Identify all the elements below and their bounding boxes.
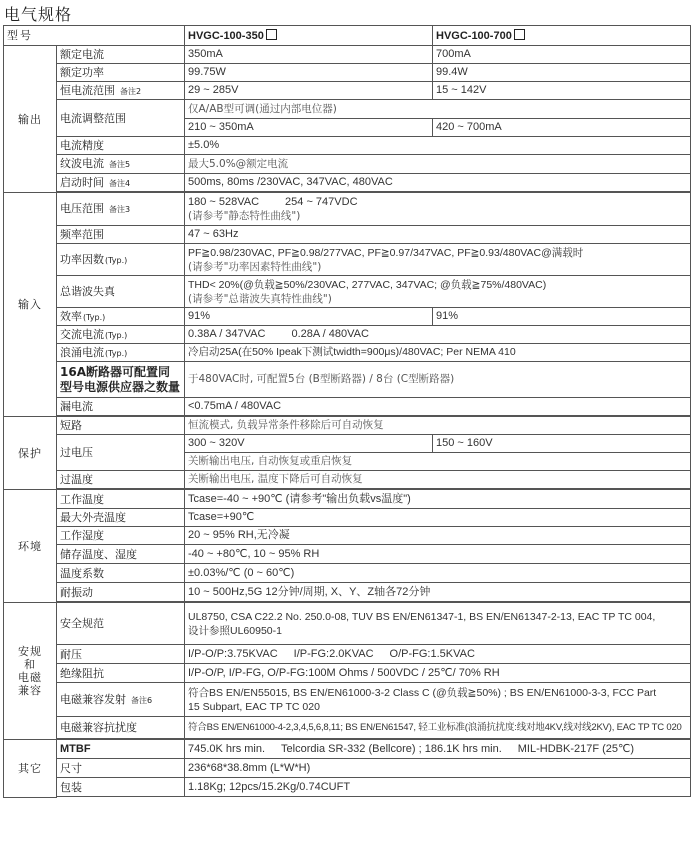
label-short: 短路 <box>57 417 185 435</box>
label-emc-immunity: 电磁兼容抗扰度 <box>57 717 185 739</box>
value-temp-coef: ±0.03%/℃ (0 ~ 60℃) <box>185 564 691 583</box>
section-env: 环境 <box>4 490 57 603</box>
value-mtbf: 745.0K hrs min. Telcordia SR-332 (Bellcore) ; 186.1K hrs min. MIL-HDBK-217F (25℃) <box>185 740 691 759</box>
table-row <box>4 308 691 326</box>
table-row <box>4 398 691 416</box>
note-badge: 备注2 <box>120 86 142 96</box>
value-storage: -40 ~ +80℃, 10 ~ 95% RH <box>185 545 691 564</box>
value-max-case: Tcase=+90℃ <box>185 509 691 527</box>
label-inrush: 浪涌电流(Typ.) <box>57 344 185 362</box>
table-row <box>4 100 691 119</box>
section-input: 输入 <box>4 193 57 417</box>
table-row <box>4 64 691 82</box>
note-badge: 备注6 <box>131 695 153 705</box>
value-accuracy: ±5.0% <box>185 137 691 155</box>
label-max-case: 最大外壳温度 <box>57 509 185 527</box>
table-row <box>4 583 691 602</box>
label-packing: 包装 <box>57 778 185 797</box>
checkbox-icon <box>514 29 525 40</box>
label-storage: 储存温度、湿度 <box>57 545 185 564</box>
label-mtbf: MTBF <box>57 740 185 759</box>
value-voltage: 180 ~ 528VAC 254 ~ 747VDC (请参考"静态特性曲线") <box>185 193 691 226</box>
section-safety: 安规 和 电磁 兼容 <box>4 603 57 740</box>
table-row <box>4 717 691 739</box>
table-row <box>4 344 691 362</box>
model-label: 型号 <box>4 26 185 46</box>
label-ripple: 纹波电流 备注5 <box>57 155 185 174</box>
table-row <box>4 471 691 489</box>
label-breaker: 16A断路器可配置同型号电源供应器之数量 <box>57 362 185 398</box>
label-rated-power: 额定功率 <box>57 64 185 82</box>
label-thd: 总谐波失真 <box>57 276 185 308</box>
label-isolation: 绝缘阻抗 <box>57 664 185 683</box>
table-row <box>4 683 691 717</box>
value-ov-350: 300 ~ 320V <box>185 435 433 453</box>
label-work-temp: 工作温度 <box>57 490 185 509</box>
label-ov: 过电压 <box>57 435 185 471</box>
section-output: 输出 <box>4 46 57 193</box>
label-temp-coef: 温度系数 <box>57 564 185 583</box>
table-row <box>4 326 691 344</box>
value-rated-power-350: 99.75W <box>185 64 433 82</box>
value-ov-700: 150 ~ 160V <box>433 435 691 453</box>
value-thd: THD< 20%(@负载≧50%/230VAC, 277VAC, 347VAC; @负载≧75%/480VAC) (请参考"总谐波失真特性曲线") <box>185 276 691 308</box>
label-vibration: 耐振动 <box>57 583 185 602</box>
table-row <box>4 362 691 398</box>
table-row <box>4 82 691 100</box>
table-row <box>4 527 691 545</box>
table-row <box>4 276 691 308</box>
table-row <box>4 137 691 155</box>
table-row <box>4 490 691 509</box>
table-row <box>4 564 691 583</box>
table-row <box>4 46 691 64</box>
value-isolation: I/P-O/P, I/P-FG, O/P-FG:100M Ohms / 500VDC / 25℃/ 70% RH <box>185 664 691 683</box>
table-row <box>4 226 691 244</box>
value-freq: 47 ~ 63Hz <box>185 226 691 244</box>
page-title: 电气规格 <box>4 5 73 24</box>
value-adj-range-note: 仅A/AB型可调(通过内部电位器) <box>185 100 691 119</box>
model-350: HVGC-100-350 <box>185 26 433 46</box>
value-leakage: <0.75mA / 480VAC <box>185 398 691 416</box>
note-badge: 备注5 <box>109 160 131 169</box>
value-adj-range-700: 420 ~ 700mA <box>433 119 691 137</box>
label-freq: 频率范围 <box>57 226 185 244</box>
header-row <box>4 26 691 46</box>
table-row <box>4 603 691 645</box>
label-ot: 过温度 <box>57 471 185 489</box>
table-row <box>4 244 691 276</box>
label-dimension: 尺寸 <box>57 759 185 778</box>
table-row <box>4 417 691 435</box>
value-work-temp: Tcase=-40 ~ +90℃ (请参考"输出负载vs温度") <box>185 490 691 509</box>
label-accuracy: 电流精度 <box>57 137 185 155</box>
table-row <box>4 193 691 226</box>
table-row <box>4 509 691 527</box>
table-row <box>4 645 691 664</box>
value-startup: 500ms, 80ms /230VAC, 347VAC, 480VAC <box>185 174 691 192</box>
value-dimension: 236*68*38.8mm (L*W*H) <box>185 759 691 778</box>
value-ov-action: 关断输出电压, 自动恢复或重启恢复 <box>185 453 691 471</box>
value-cc-range-350: 29 ~ 285V <box>185 82 433 100</box>
value-vibration: 10 ~ 500Hz,5G 12分钟/周期, X、Y、Z轴各72分钟 <box>185 583 691 602</box>
note-badge: 备注3 <box>109 205 131 214</box>
value-standards: UL8750, CSA C22.2 No. 250.0-08, TUV BS EN/EN61347-1, BS EN/EN61347-2-13, EAC TP TC 004, 设计参照UL60950-1 <box>185 603 691 645</box>
label-voltage: 电压范围 备注3 <box>57 193 185 226</box>
checkbox-icon <box>266 29 277 40</box>
table-row <box>4 174 691 192</box>
value-ripple: 最大5.0%@额定电流 <box>185 155 691 174</box>
label-pf: 功率因数(Typ.) <box>57 244 185 276</box>
value-breaker: 于480VAC时, 可配置5台 (B型断路器) / 8台 (C型断路器) <box>185 362 691 398</box>
table-row <box>4 778 691 797</box>
value-rated-power-700: 99.4W <box>433 64 691 82</box>
value-eff-700: 91% <box>433 308 691 326</box>
value-cc-range-700: 15 ~ 142V <box>433 82 691 100</box>
label-startup: 启动时间 备注4 <box>57 174 185 192</box>
section-protection: 保护 <box>4 417 57 490</box>
label-standards: 安全规范 <box>57 603 185 645</box>
value-withstand: I/P-O/P:3.75KVAC I/P-FG:2.0KVAC O/P-FG:1.5KVAC <box>185 645 691 664</box>
value-emc-immunity: 符合BS EN/EN61000-4-2,3,4,5,6,8,11; BS EN/EN61547, 轻工业标准(浪涌抗扰度:线对地4KV,线对线2KV), EAC TP TC 020 <box>185 717 691 739</box>
table-row <box>4 545 691 564</box>
table-row <box>4 664 691 683</box>
value-inrush: 冷启动25A(在50% Ipeak下测试twidth=900μs)/480VAC; Per NEMA 410 <box>185 344 691 362</box>
label-withstand: 耐压 <box>57 645 185 664</box>
label-efficiency: 效率(Typ.) <box>57 308 185 326</box>
value-rated-current-350: 350mA <box>185 46 433 64</box>
label-cc-range: 恒电流范围 备注2 <box>57 82 185 100</box>
table-row <box>4 740 691 759</box>
label-humidity: 工作湿度 <box>57 527 185 545</box>
label-rated-current: 额定电流 <box>57 46 185 64</box>
spec-table <box>3 25 691 798</box>
value-emc-emission: 符合BS EN/EN55015, BS EN/EN61000-3-2 Class C (@负载≧50%) ; BS EN/EN61000-3-3, FCC Part 15 Subpart, EAC TP TC 020 <box>185 683 691 717</box>
value-eff-350: 91% <box>185 308 433 326</box>
value-ac-current: 0.38A / 347VAC 0.28A / 480VAC <box>185 326 691 344</box>
value-short: 恒流模式, 负载异常条件移除后可自动恢复 <box>185 417 691 435</box>
value-packing: 1.18Kg; 12pcs/15.2Kg/0.74CUFT <box>185 778 691 797</box>
note-badge: 备注4 <box>109 178 131 188</box>
label-leakage: 漏电流 <box>57 398 185 416</box>
label-emc-emission: 电磁兼容发射 备注6 <box>57 683 185 717</box>
value-pf: PF≧0.98/230VAC, PF≧0.98/277VAC, PF≧0.97/347VAC, PF≧0.93/480VAC@满载时 (请参考"功率因素特性曲线") <box>185 244 691 276</box>
table-row <box>4 435 691 453</box>
model-700: HVGC-100-700 <box>433 26 691 46</box>
value-ot: 关断输出电压, 温度下降后可自动恢复 <box>185 471 691 489</box>
table-row <box>4 759 691 778</box>
section-others: 其它 <box>4 740 57 798</box>
value-adj-range-350: 210 ~ 350mA <box>185 119 433 137</box>
label-ac-current: 交流电流(Typ.) <box>57 326 185 344</box>
label-adj-range: 电流调整范围 <box>57 100 185 137</box>
table-row <box>4 155 691 174</box>
value-rated-current-700: 700mA <box>433 46 691 64</box>
value-humidity: 20 ~ 95% RH,无冷凝 <box>185 527 691 545</box>
